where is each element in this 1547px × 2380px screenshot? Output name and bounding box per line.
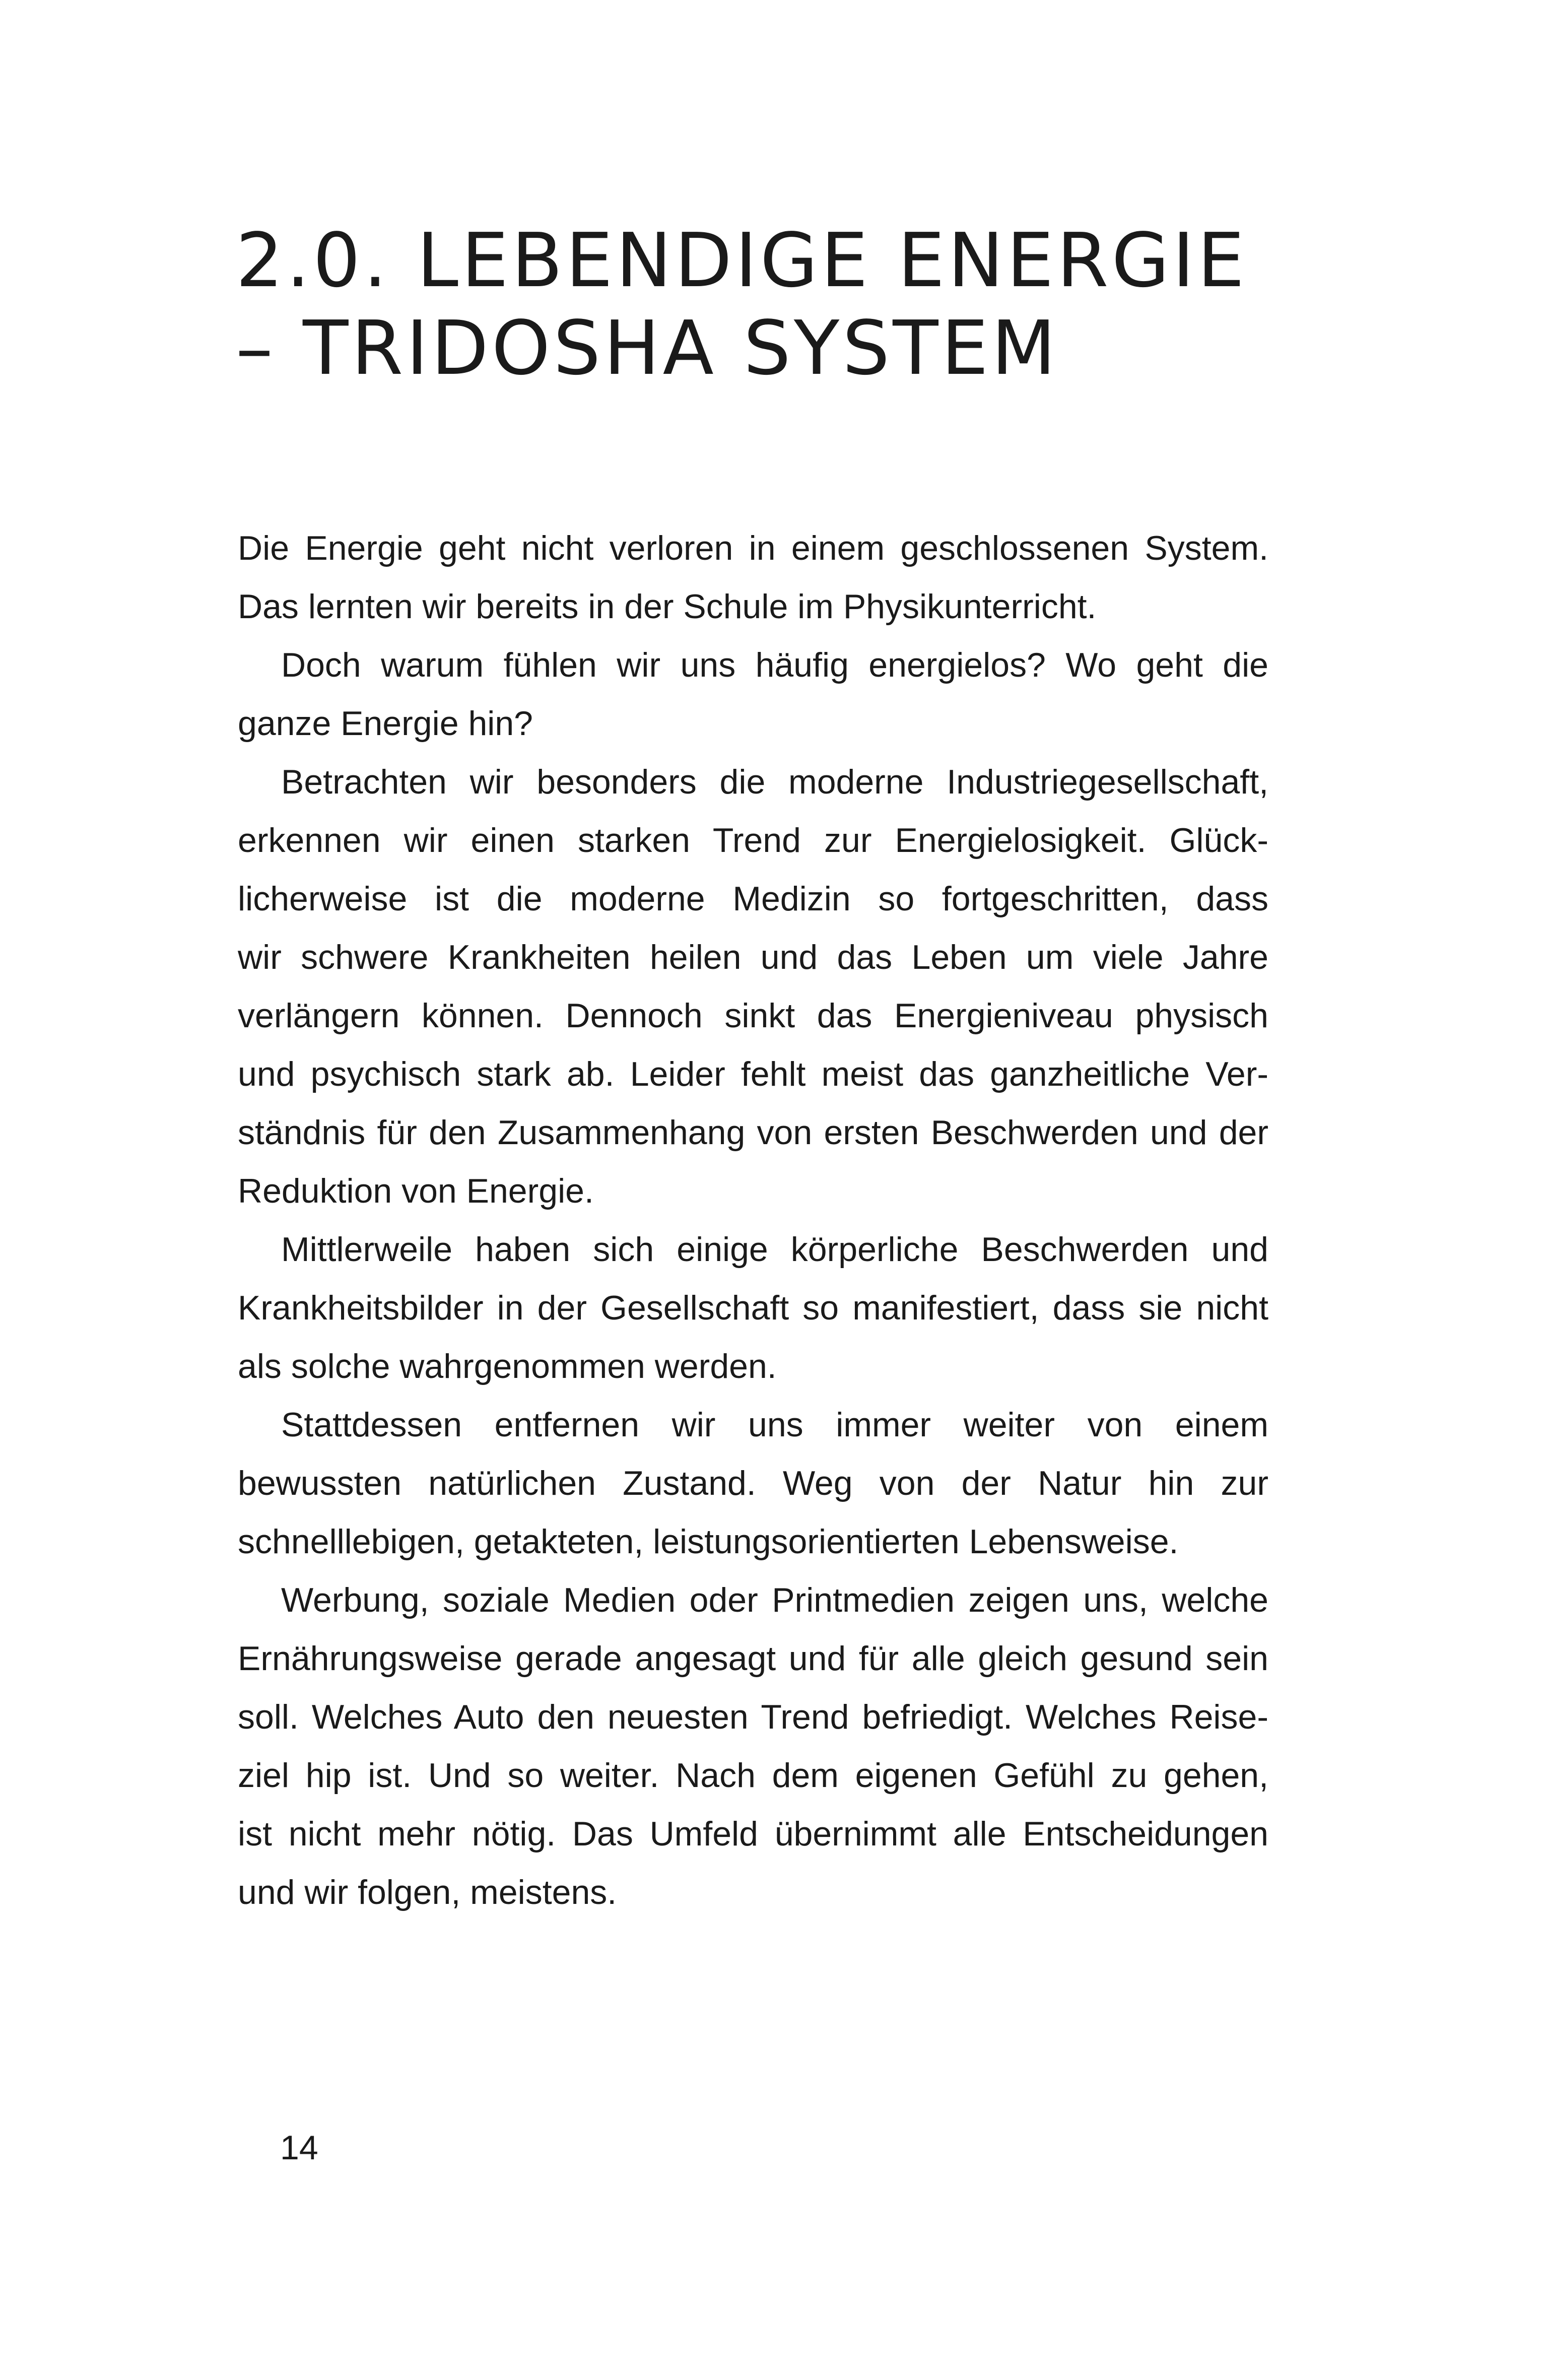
text-line: Das lernten wir bereits in der Schule im Physikunterricht. bbox=[238, 587, 1097, 626]
text-line: erkennen wir einen starken Trend zur Energielosigkeit. Glück- bbox=[238, 821, 1268, 860]
text-line: ständnis für den Zusammenhang von ersten Beschwerden und der bbox=[238, 1113, 1268, 1152]
chapter-title-line-1: 2.0. LEBENDIGE ENERGIE bbox=[236, 217, 1248, 304]
text-line: ist nicht mehr nötig. Das Umfeld übernimmt alle Entscheidungen bbox=[238, 1815, 1268, 1853]
text-line: und psychisch stark ab. Leider fehlt meist das ganzheitliche Ver- bbox=[238, 1055, 1268, 1093]
text-line: Ernährungsweise gerade angesagt und für alle gleich gesund sein bbox=[238, 1639, 1268, 1678]
body-text bbox=[238, 519, 1268, 1922]
text-line: Werbung, soziale Medien oder Printmedien zeigen uns, welche bbox=[281, 1581, 1268, 1619]
chapter-title-line-2: – TRIDOSHA SYSTEM bbox=[236, 305, 1059, 391]
text-line: ganze Energie hin? bbox=[238, 704, 533, 743]
text-line: Stattdessen entfernen wir uns immer weiter von einem bbox=[281, 1406, 1268, 1444]
text-line: Mittlerweile haben sich einige körperliche Beschwerden und bbox=[281, 1230, 1268, 1269]
chapter-title bbox=[236, 217, 1314, 392]
text-line: schnelllebigen, getakteten, leistungsorientierten Lebensweise. bbox=[238, 1523, 1179, 1561]
text-line: als solche wahrgenommen werden. bbox=[238, 1347, 777, 1385]
text-line: licherweise ist die moderne Medizin so fortgeschritten, dass bbox=[238, 880, 1268, 918]
text-line: Die Energie geht nicht verloren in einem geschlossenen System. bbox=[238, 529, 1268, 567]
text-line: Doch warum fühlen wir uns häufig energielos? Wo geht die bbox=[281, 646, 1268, 684]
text-line: wir schwere Krankheiten heilen und das Leben um viele Jahre bbox=[238, 938, 1268, 976]
text-line: soll. Welches Auto den neuesten Trend befriedigt. Welches Reise- bbox=[238, 1698, 1268, 1736]
text-line: ziel hip ist. Und so weiter. Nach dem eigenen Gefühl zu gehen, bbox=[238, 1756, 1268, 1795]
page-number: 14 bbox=[280, 2129, 318, 2167]
text-line: Reduktion von Energie. bbox=[238, 1172, 594, 1210]
text-line: bewussten natürlichen Zustand. Weg von der Natur hin zur bbox=[238, 1464, 1268, 1502]
text-line: verlängern können. Dennoch sinkt das Energieniveau physisch bbox=[238, 997, 1268, 1035]
text-line: Betrachten wir besonders die moderne Industriegesellschaft, bbox=[281, 763, 1268, 801]
text-line: und wir folgen, meistens. bbox=[238, 1873, 617, 1911]
text-line: Krankheitsbilder in der Gesellschaft so manifestiert, dass sie nicht bbox=[238, 1289, 1268, 1327]
